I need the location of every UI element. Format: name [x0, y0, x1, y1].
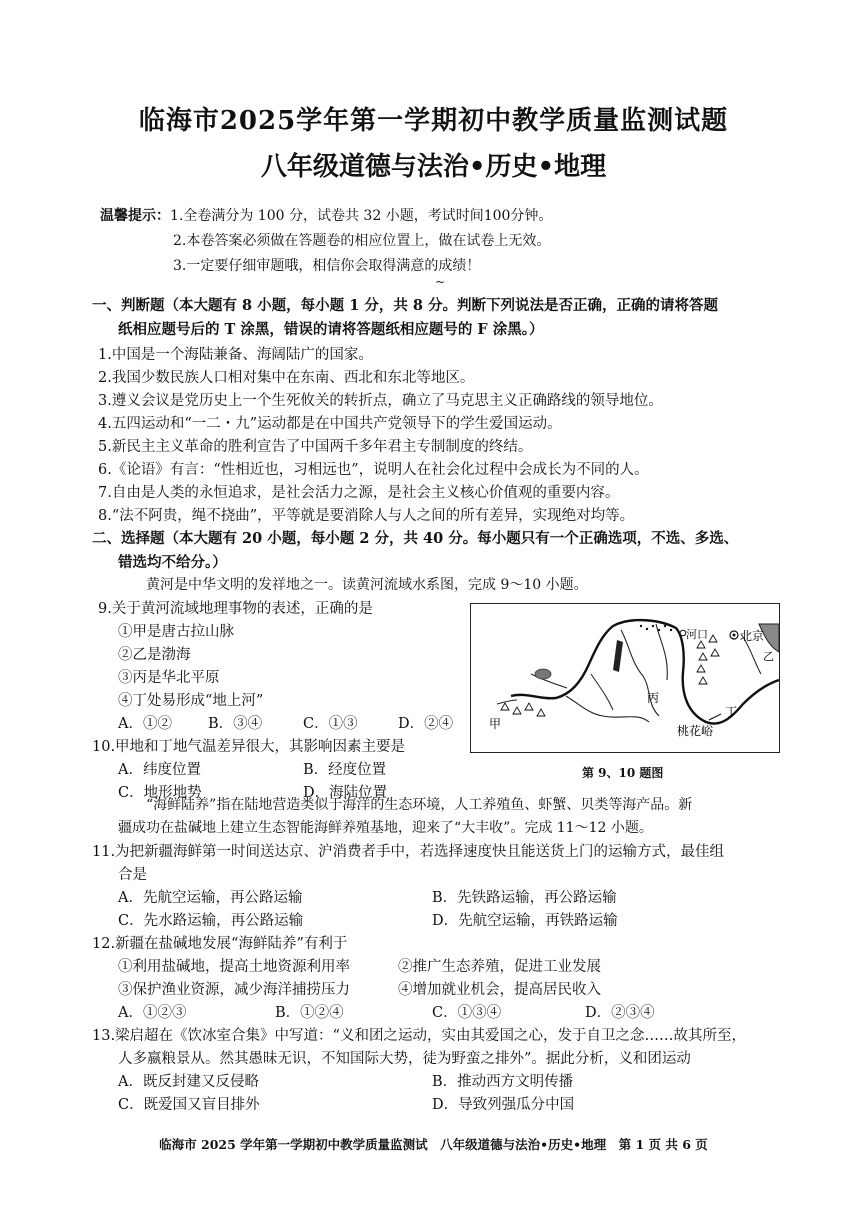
- question-stem: 13.梁启超在《饮冰室合集》中写道：“义和团之运动，实由其爱国之心，发于自卫之念……故其所至，: [92, 1028, 746, 1044]
- yellow-river-map: [470, 603, 780, 753]
- tip-item: 2.本卷答案必须做在答题卷的相应位置上，做在试卷上无效。: [173, 233, 551, 249]
- question-stem-cont: 人多嬴粮景从。然其愚昧无识，不知国际大势，徒为野蛮之排外”。据此分析，义和团运动: [118, 1051, 691, 1067]
- map-label-bing: 丙: [647, 691, 660, 705]
- list-item: 3.遵义会议是党历史上一个生死攸关的转折点，确立了马克思主义正确路线的领导地位。: [98, 393, 663, 409]
- answer-choice: D．②③④: [585, 1005, 655, 1021]
- question-stem: 9.关于黄河流域地理事物的表述，正确的是: [98, 601, 373, 617]
- map-label-yi: 乙: [763, 650, 774, 663]
- map-label-beijing: 北京: [740, 629, 765, 643]
- answer-choice: A．先航空运输，再公路运输: [118, 890, 303, 906]
- tips-label: 温馨提示：: [100, 208, 170, 224]
- answer-choice: C．先水路运输，再公路运输: [118, 913, 304, 929]
- page-title: 临海市2025学年第一学期初中教学质量监测试题: [138, 106, 729, 136]
- question-stem: 11.为把新疆海鲜第一时间送达京、沪消费者手中，若选择速度快且能送货上门的运输方式，最佳组: [92, 844, 725, 860]
- answer-choice: A．纬度位置: [118, 762, 201, 778]
- question-option: ①甲是唐古拉山脉: [118, 624, 234, 640]
- answer-choice: C．地形地势: [118, 785, 202, 801]
- question-stem: 10.甲地和丁地气温差异很大，其影响因素主要是: [92, 739, 406, 755]
- question-option: ④丁处易形成“地上河”: [118, 693, 264, 709]
- list-item: 5.新民主主义革命的胜利宣告了中国两千多年君主专制制度的终结。: [98, 439, 533, 455]
- yellow-river-map-drawing: [471, 604, 779, 752]
- answer-choice: D．先航空运输，再铁路运输: [432, 913, 618, 929]
- list-item: 2.我国少数民族人口相对集中在东南、西北和东北等地区。: [98, 370, 475, 386]
- question-option: ②乙是渤海: [118, 647, 191, 663]
- answer-choice: C．①③: [303, 716, 358, 732]
- answer-choice: B．③④: [208, 716, 263, 732]
- list-item: 8.“法不阿贵，绳不挠曲”，平等就是要消除人与人之间的所有差异，实现绝对均等。: [98, 508, 635, 524]
- passage-intro: 黄河是中华文明的发祥地之一。读黄河流域水系图，完成 9～10 小题。: [146, 577, 588, 593]
- answer-choice: D．海陆位置: [303, 785, 388, 801]
- list-item: 1.中国是一个海陆兼备、海阔陆广的国家。: [98, 347, 373, 363]
- list-item: 6.《论语》有言：“性相近也，习相远也”，说明人在社会化过程中会成长为不同的人。: [98, 462, 649, 478]
- list-item: 7.自由是人类的永恒追求，是社会活力之源，是社会主义核心价值观的重要内容。: [98, 485, 620, 501]
- question-option: ①利用盐碱地，提高土地资源利用率: [118, 959, 350, 975]
- section1-heading-cont: 纸相应题号后的 T 涂黑，错误的请将答题纸相应题号的 F 涂黑。）: [118, 321, 544, 338]
- page-footer: 临海市 2025 学年第一学期初中教学质量监测试 八年级道德与法治•历史•地理 第 1 页 共 6 页: [159, 1137, 708, 1152]
- answer-choice: A．既反封建又反侵略: [118, 1074, 259, 1090]
- map-label-ding: 丁: [725, 705, 738, 719]
- tip-item: 3.一定要仔细审题哦，相信你会取得满意的成绩！: [173, 258, 481, 274]
- answer-choice: D．导致列强瓜分中国: [432, 1097, 575, 1113]
- answer-choice: B．①②④: [275, 1005, 344, 1021]
- map-label-taohuayu: 桃花峪: [677, 724, 714, 738]
- map-label-jia: 甲: [489, 717, 502, 731]
- stray-mark: ~: [435, 275, 446, 289]
- question-stem: 12.新疆在盐碱地发展“海鲜陆养”有利于: [92, 936, 348, 952]
- section1-heading: 一、判断题（本大题有 8 小题，每小题 1 分，共 8 分。判断下列说法是否正确，正确的请将答题: [92, 297, 719, 314]
- passage-intro-cont: 疆成功在盐碱地上建立生态智能海鲜养殖基地，迎来了“大丰收”。完成 11～12 小题。: [118, 820, 653, 836]
- answer-choice: A．①②③: [118, 1005, 187, 1021]
- answer-choice: D．②④: [398, 716, 454, 732]
- page-subtitle: 八年级道德与法治•历史•地理: [260, 152, 607, 182]
- passage-intro: “海鲜陆养”指在陆地营造类似于海洋的生态环境，人工养殖鱼、虾蟹、贝类等海产品。新: [146, 797, 693, 813]
- question-option: ②推广生态养殖，促进工业发展: [398, 959, 601, 975]
- answer-choice: C．①③④: [432, 1005, 502, 1021]
- list-item: 4.五四运动和“一二・九”运动都是在中国共产党领导下的学生爱国运动。: [98, 416, 562, 432]
- question-stem-cont: 合是: [118, 867, 147, 883]
- answer-choice: A．①②: [118, 716, 172, 732]
- answer-choice: B．经度位置: [303, 762, 387, 778]
- section2-heading: 二、选择题（本大题有 20 小题，每小题 2 分，共 40 分。每小题只有一个正确选项，不选、多选、: [92, 530, 739, 547]
- question-option: ③丙是华北平原: [118, 670, 220, 686]
- tip-item: 1.全卷满分为 100 分，试卷共 32 小题，考试时间100分钟。: [170, 208, 553, 224]
- figure-caption: 第 9、10 题图: [582, 766, 664, 780]
- question-option: ③保护渔业资源，减少海洋捕捞压力: [118, 982, 350, 998]
- tips-block: [100, 204, 552, 279]
- answer-choice: B．推动西方文明传播: [432, 1074, 574, 1090]
- map-label-hekou: 河口: [686, 628, 708, 641]
- answer-choice: B．先铁路运输，再公路运输: [432, 890, 617, 906]
- question-option: ④增加就业机会，提高居民收入: [398, 982, 601, 998]
- section2-heading-cont: 错选均不给分。）: [118, 554, 227, 571]
- answer-choice: C．既爱国又盲目排外: [118, 1097, 260, 1113]
